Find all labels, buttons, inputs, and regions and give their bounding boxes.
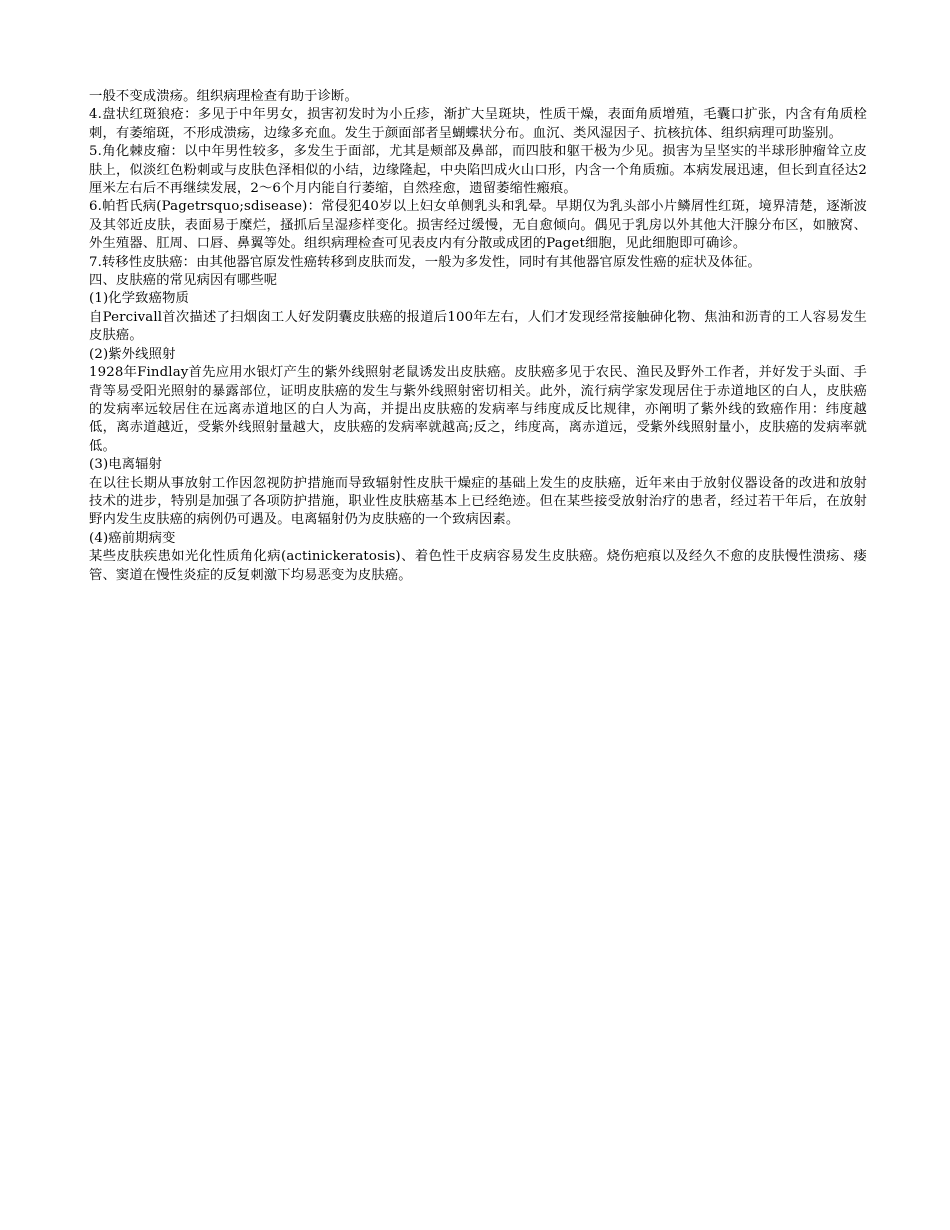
paragraph-discoid-lupus: 4.盘状红斑狼疮：多见于中年男女，损害初发时为小丘疹，渐扩大呈斑块，性质干燥，表面角质增殖，毛囊口扩张，内含有角质栓刺，有萎缩斑，不形成溃疡，边缘多充血。发生于颜面部者呈蝴蝶状分布。血沉、类风湿因子、抗核抗体、组织病理可助鉴别。 — [89, 107, 867, 141]
subheading-chemical-carcinogens: (1)化学致癌物质 — [89, 291, 189, 307]
paragraph-keratoacanthoma: 5.角化棘皮瘤：以中年男性较多，多发生于面部，尤其是颊部及鼻部，而四肢和躯干极为少见。损害为呈坚实的半球形肿瘤耸立皮肤上，似淡红色粉刺或与皮肤色泽相似的小结，边缘隆起，中央陷凹成火山口形，内含一个角质痂。本病发展迅速，但长到直径达2厘米左右后不再继续发展，2～6个月内能自行萎缩，自然痊愈，遗留萎缩性瘢痕。 — [89, 144, 867, 197]
paragraph-paget-disease: 6.帕哲氏病(Pagetrsquo;sdisease)：常侵犯40岁以上妇女单侧乳头和乳晕。早期仅为乳头部小片鳞屑性红斑，境界清楚，逐渐波及其邻近皮肤，表面易于糜烂，搔抓后呈湿疹样变化。损害经过缓慢，无自愈倾向。偶见于乳房以外其他大汗腺分布区，如腋窝、外生殖器、肛周、口唇、鼻翼等处。组织病理检查可见表皮内有分散或成团的Paget细胞，见此细胞即可确诊。 — [89, 199, 867, 252]
subheading-ionizing-radiation: (3)电离辐射 — [89, 457, 163, 473]
paragraph-ionizing-radiation: 在以往长期从事放射工作因忽视防护措施而导致辐射性皮肤干燥症的基础上发生的皮肤癌，近年来由于放射仪器设备的改进和放射技术的进步，特别是加强了各项防护措施，职业性皮肤癌基本上已经绝迹。但在某些接受放射治疗的患者，经过若干年后，在放射野内发生皮肤癌的病例仍可遇及。电离辐射仍为皮肤癌的一个致病因素。 — [89, 475, 867, 528]
subheading-ultraviolet: (2)紫外线照射 — [89, 346, 176, 362]
paragraph-metastatic-skin-cancer: 7.转移性皮肤癌：由其他器官原发性癌转移到皮肤而发，一般为多发性，同时有其他器官原发性癌的症状及体征。 — [89, 254, 761, 270]
paragraph-chemical-carcinogens: 自Percivall首次描述了扫烟囱工人好发阴囊皮肤癌的报道后100年左右，人们才发现经常接触砷化物、焦油和沥青的工人容易发生皮肤癌。 — [89, 309, 867, 344]
paragraph-precancerous-lesions: 某些皮肤疾患如光化性质角化病(actinickeratosis)、着色性干皮病容易发生皮肤癌。烧伤疤痕以及经久不愈的皮肤慢性溃疡、瘘管、窦道在慢性炎症的反复刺激下均易恶变为皮肤癌。 — [89, 549, 867, 583]
subheading-precancerous-lesions: (4)癌前期病变 — [89, 530, 176, 546]
paragraph-ultraviolet: 1928年Findlay首先应用水银灯产生的紫外线照射老鼠诱发出皮肤癌。皮肤癌多见于农民、渔民及野外工作者，并好发于头面、手背等易受阳光照射的暴露部位，证明皮肤癌的发生与紫外线照射密切相关。此外，流行病学家发现居住于赤道地区的白人，皮肤癌的发病率远较居住在远离赤道地区的白人为高，并提出皮肤癌的发病率与纬度成反比规律，亦阐明了紫外线的致癌作用：纬度越低，离赤道越近，受紫外线照射量越大，皮肤癌的发病率就越高;反之，纬度高，离赤道远，受紫外线照射量小，皮肤癌的发病率就低。 — [89, 365, 867, 454]
document-body — [89, 88, 867, 585]
paragraph-diagnosis-note: 一般不变成溃疡。组织病理检查有助于诊断。 — [89, 89, 358, 104]
section-heading-causes: 四、皮肤癌的常见病因有哪些呢 — [89, 273, 278, 289]
